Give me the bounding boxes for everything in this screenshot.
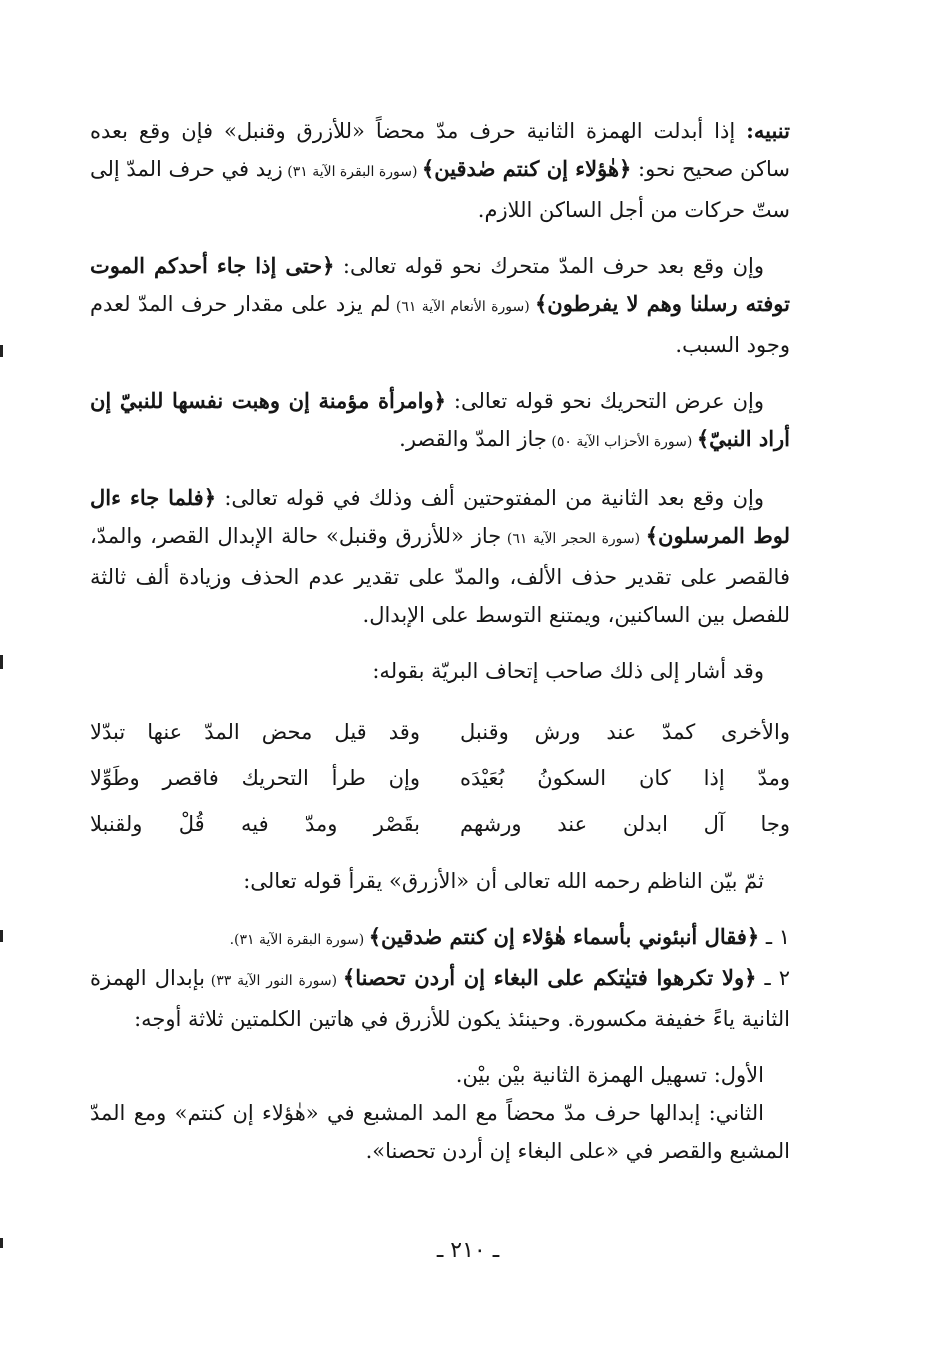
verse-reference: (سورة البقرة الآية ٣١) <box>282 164 422 180</box>
paragraph-text: إذا أبدلت الهمزة الثانية حرف مدّ محضاً «للأزرق وقنبل» فإن وقع بعده ساكن صحيح نحو: <box>90 119 790 181</box>
poem-intro: وقد أشار إلى ذلك صاحب إتحاف البريّة بقوله: <box>372 659 764 683</box>
margin-mark <box>0 655 3 669</box>
list-item <box>90 918 790 959</box>
paragraph-text: لم يزد على مقدار حرف المدّ لعدم وجود السبب. <box>90 292 790 357</box>
paragraph-note <box>90 112 790 229</box>
quran-verse: ﴿وامرأة مؤمنة إن وهبت نفسها للنبيّ إن أراد النبيّ﴾ <box>90 388 790 451</box>
paragraph-text: جاز المدّ والقصر. <box>399 427 547 451</box>
page-number: ـ ٢١٠ ـ <box>436 1238 500 1263</box>
paragraph-text: وإن وقع بعد حرف المدّ متحرك نحو قوله تعالى: <box>334 254 764 278</box>
verse-reference: (سورة الأحزاب الآية ٥٠) <box>546 434 697 450</box>
verse-reference: (سورة النور الآية ٣٣) <box>204 973 343 989</box>
paragraph-text: زيد في حرف المدّ إلى ستّ حركات من أجل الساكن اللازم. <box>90 157 790 222</box>
first-way: الأول: تسهيل الهمزة الثانية بيْن بيْن. <box>455 1063 764 1087</box>
verse-reference: (سورة الحجر الآية ٦١) <box>501 531 646 547</box>
verse-first-half: ومدّ إذا كان السكونُ بُعَيْدَه <box>460 766 790 790</box>
verse-first-half: والأخرى كمدّ عند ورش وقنبل <box>460 720 790 744</box>
quran-verse: ﴿فقال أنبئوني بأسماء هٰؤلاء إن كنتم صٰدقين﴾ <box>368 924 760 949</box>
margin-mark <box>0 930 3 942</box>
quran-verse: ﴿حتى إذا جاء أحدكم الموت توفته رسلنا وهم لا يفرطون﴾ <box>90 253 790 316</box>
poem-verse <box>90 758 790 798</box>
poem <box>90 712 790 844</box>
paragraph-moving <box>90 247 790 364</box>
item-number: ٢ ـ <box>756 966 790 990</box>
list-item <box>90 959 790 1038</box>
poem-verse <box>90 804 790 844</box>
verse-second-half: وقد قيل محض المدّ عنها تبدّلا <box>90 720 420 744</box>
verse-first-half: وجا آل ابدلن عند ورشهم <box>460 812 790 836</box>
paragraph-text: بإبدال الهمزة الثانية ياءً خفيفة مكسورة. وحينئذ يكون للأزرق في هاتين الكلمتين ثلاثة أوجه: <box>90 966 790 1031</box>
verse-second-half: بقَصْر ومدّ فيه قُلْ ولقنبلا <box>90 812 420 836</box>
second-way: الثاني: إبدالها حرف مدّ محضاً مع المد المشبع في «هٰؤلاء إن كنتم» ومع المدّ المشبع والقصر في «على البغاء إن أردن تحصنا». <box>90 1101 790 1163</box>
paragraph-tahrik <box>90 382 790 461</box>
quran-verse: ﴿هٰؤلاء إن كنتم صٰدقين﴾ <box>421 156 632 181</box>
note-label: تنبيه: <box>746 118 790 143</box>
paragraph-text: وإن وقع بعد الثانية من المفتوحتين ألف وذلك في قوله تعالى: <box>216 486 764 510</box>
verse-reference: (سورة البقرة الآية ٣١). <box>229 932 369 948</box>
verse-second-half: وإن طرأ التحريك فاقصر وطَوِّلا <box>90 766 420 790</box>
quran-verse: ﴿فلما جاء ءال لوط المرسلون﴾ <box>90 485 790 548</box>
quran-verse: ﴿ولا تكرهوا فتيٰتكم على البغاء إن أردن تحصنا﴾ <box>342 965 757 990</box>
paragraph-text: وإن عرض التحريك نحو قوله تعالى: <box>445 389 764 413</box>
margin-mark <box>0 345 3 357</box>
paragraph-text: جاز «للأزرق وقنبل» حالة الإبدال القصر، والمدّ، فالقصر على تقدير حذف الألف، والمدّ على تقدير عدم الحذف وزيادة ألف ثالثة للفصل بين الساكنين، ويمتنع التوسط على الإبدال. <box>90 524 790 627</box>
paragraph-alif <box>90 479 790 634</box>
poem-verse <box>90 712 790 752</box>
after-poem: ثمّ بيّن الناظم رحمه الله تعالى أن «الأزرق» يقرأ قوله تعالى: <box>243 869 764 893</box>
verse-reference: (سورة الأنعام الآية ٦١) <box>390 299 535 315</box>
page-body <box>90 112 790 1170</box>
item-number: ١ ـ <box>759 925 790 949</box>
